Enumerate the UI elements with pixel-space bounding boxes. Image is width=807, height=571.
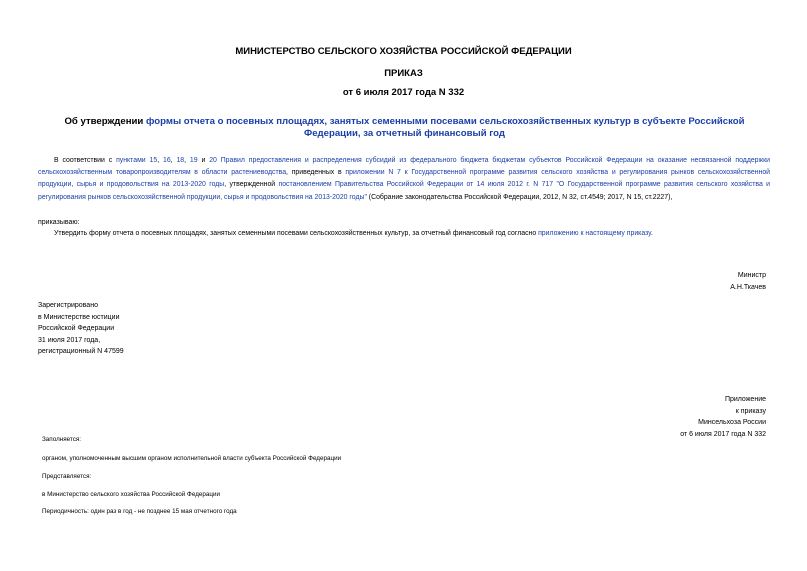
order-text xyxy=(38,228,770,240)
registration-line: в Министерстве юстиции xyxy=(38,313,120,321)
form-filled-label: Заполняется: xyxy=(42,436,82,443)
appendix-line: к приказу xyxy=(735,407,766,415)
link-appendix-7[interactable]: приложении N 7 к Государственной программе развития сельского хозяйства и регулирования рынков сельскохозяйственной продукции, сырья и продовольствия на 2013-2020 годы xyxy=(38,169,771,189)
appendix-line: от 6 июля 2017 года N 332 xyxy=(680,430,766,438)
registration-line: регистрационный N 47599 xyxy=(38,348,124,355)
preamble-text: , утвержденной xyxy=(224,181,279,189)
appendix-block xyxy=(680,394,766,440)
link-government-resolution[interactable]: постановлением Правительства Российской Федерации от 14 июля 2012 г. N 717 "О Государственной программе развития сельского хозяйства и регулирования рынков сельскохозяйственной продукции, сырья и продовольствия на 2013-2020 годы" xyxy=(38,181,770,201)
document-type: ПРИКАЗ xyxy=(384,68,423,79)
order-text-body: Утвердить форму отчета о посевных площадях, занятых семенными посевами сельскохозяйственных культур, за отчетный финансовый год согласно xyxy=(54,230,539,237)
order-date-number: от 6 июля 2017 года N 332 xyxy=(342,87,465,98)
registration-line: Российской Федерации xyxy=(38,325,115,332)
title-prefix: Об утверждении xyxy=(64,116,146,127)
signature-name: А.Н.Ткачев xyxy=(730,283,766,291)
ministry-heading: МИНИСТЕРСТВО СЕЛЬСКОГО ХОЗЯЙСТВА РОССИЙСКОЙ ФЕДЕРАЦИИ xyxy=(235,46,572,57)
preamble-text: , xyxy=(157,157,163,164)
link-subsidy-rules[interactable]: Правил предоставления и распределения субсидий из федерального бюджета бюджетам субъектов Российской Федерации на оказание несвязанной поддержки сельскохозяйственным товаропроизводителям в области растениеводства xyxy=(38,157,770,177)
link-point-19[interactable]: 19 xyxy=(189,157,198,164)
link-point-20[interactable]: 20 xyxy=(209,157,217,164)
registration-line: 31 июля 2017 года, xyxy=(38,336,101,344)
order-text-end: . xyxy=(650,230,653,237)
registration-block xyxy=(38,300,124,358)
form-submitted-label: Представляется: xyxy=(42,473,92,480)
signature-block xyxy=(730,270,766,293)
form-periodicity: Периодичность: один раз в год - не позднее 15 мая отчетного года xyxy=(42,508,237,515)
form-filled-value: органом, уполномоченным высшим органом исполнительной власти субъекта Российской Федерации xyxy=(42,455,342,462)
form-submitted-value: в Министерство сельского хозяйства Российской Федерации xyxy=(42,491,221,498)
link-point-15[interactable]: пунктами 15 xyxy=(116,157,158,164)
preamble-text: , приведенных в xyxy=(286,169,346,177)
preamble-paragraph xyxy=(38,155,770,204)
preamble-text: , xyxy=(170,157,177,164)
title-link[interactable]: формы отчета о посевных площадях, занятых семенными посевами сельскохозяйственных культур в субъекте Российской Федерации, за отчетный финансовый год xyxy=(145,116,745,139)
registration-line: Зарегистрировано xyxy=(38,302,98,309)
preamble-text: В соответствии с xyxy=(54,157,117,164)
preamble-text: и xyxy=(197,157,210,164)
preamble-text: , xyxy=(184,157,190,164)
link-appendix[interactable]: приложению к настоящему приказу xyxy=(538,230,651,237)
appendix-line: Приложение xyxy=(724,396,766,403)
signature-position: Министр xyxy=(737,272,766,279)
link-point-16[interactable]: 16 xyxy=(162,157,171,164)
preamble-text: (Собрание законодательства Российской Федерации, 2012, N 32, ст.4549; 2017, N 15, ст.2227), xyxy=(366,193,673,201)
link-point-18[interactable]: 18 xyxy=(176,157,185,164)
order-word: приказываю: xyxy=(38,219,80,226)
appendix-line: Минсельхоза России xyxy=(698,419,766,426)
order-title xyxy=(52,116,757,140)
